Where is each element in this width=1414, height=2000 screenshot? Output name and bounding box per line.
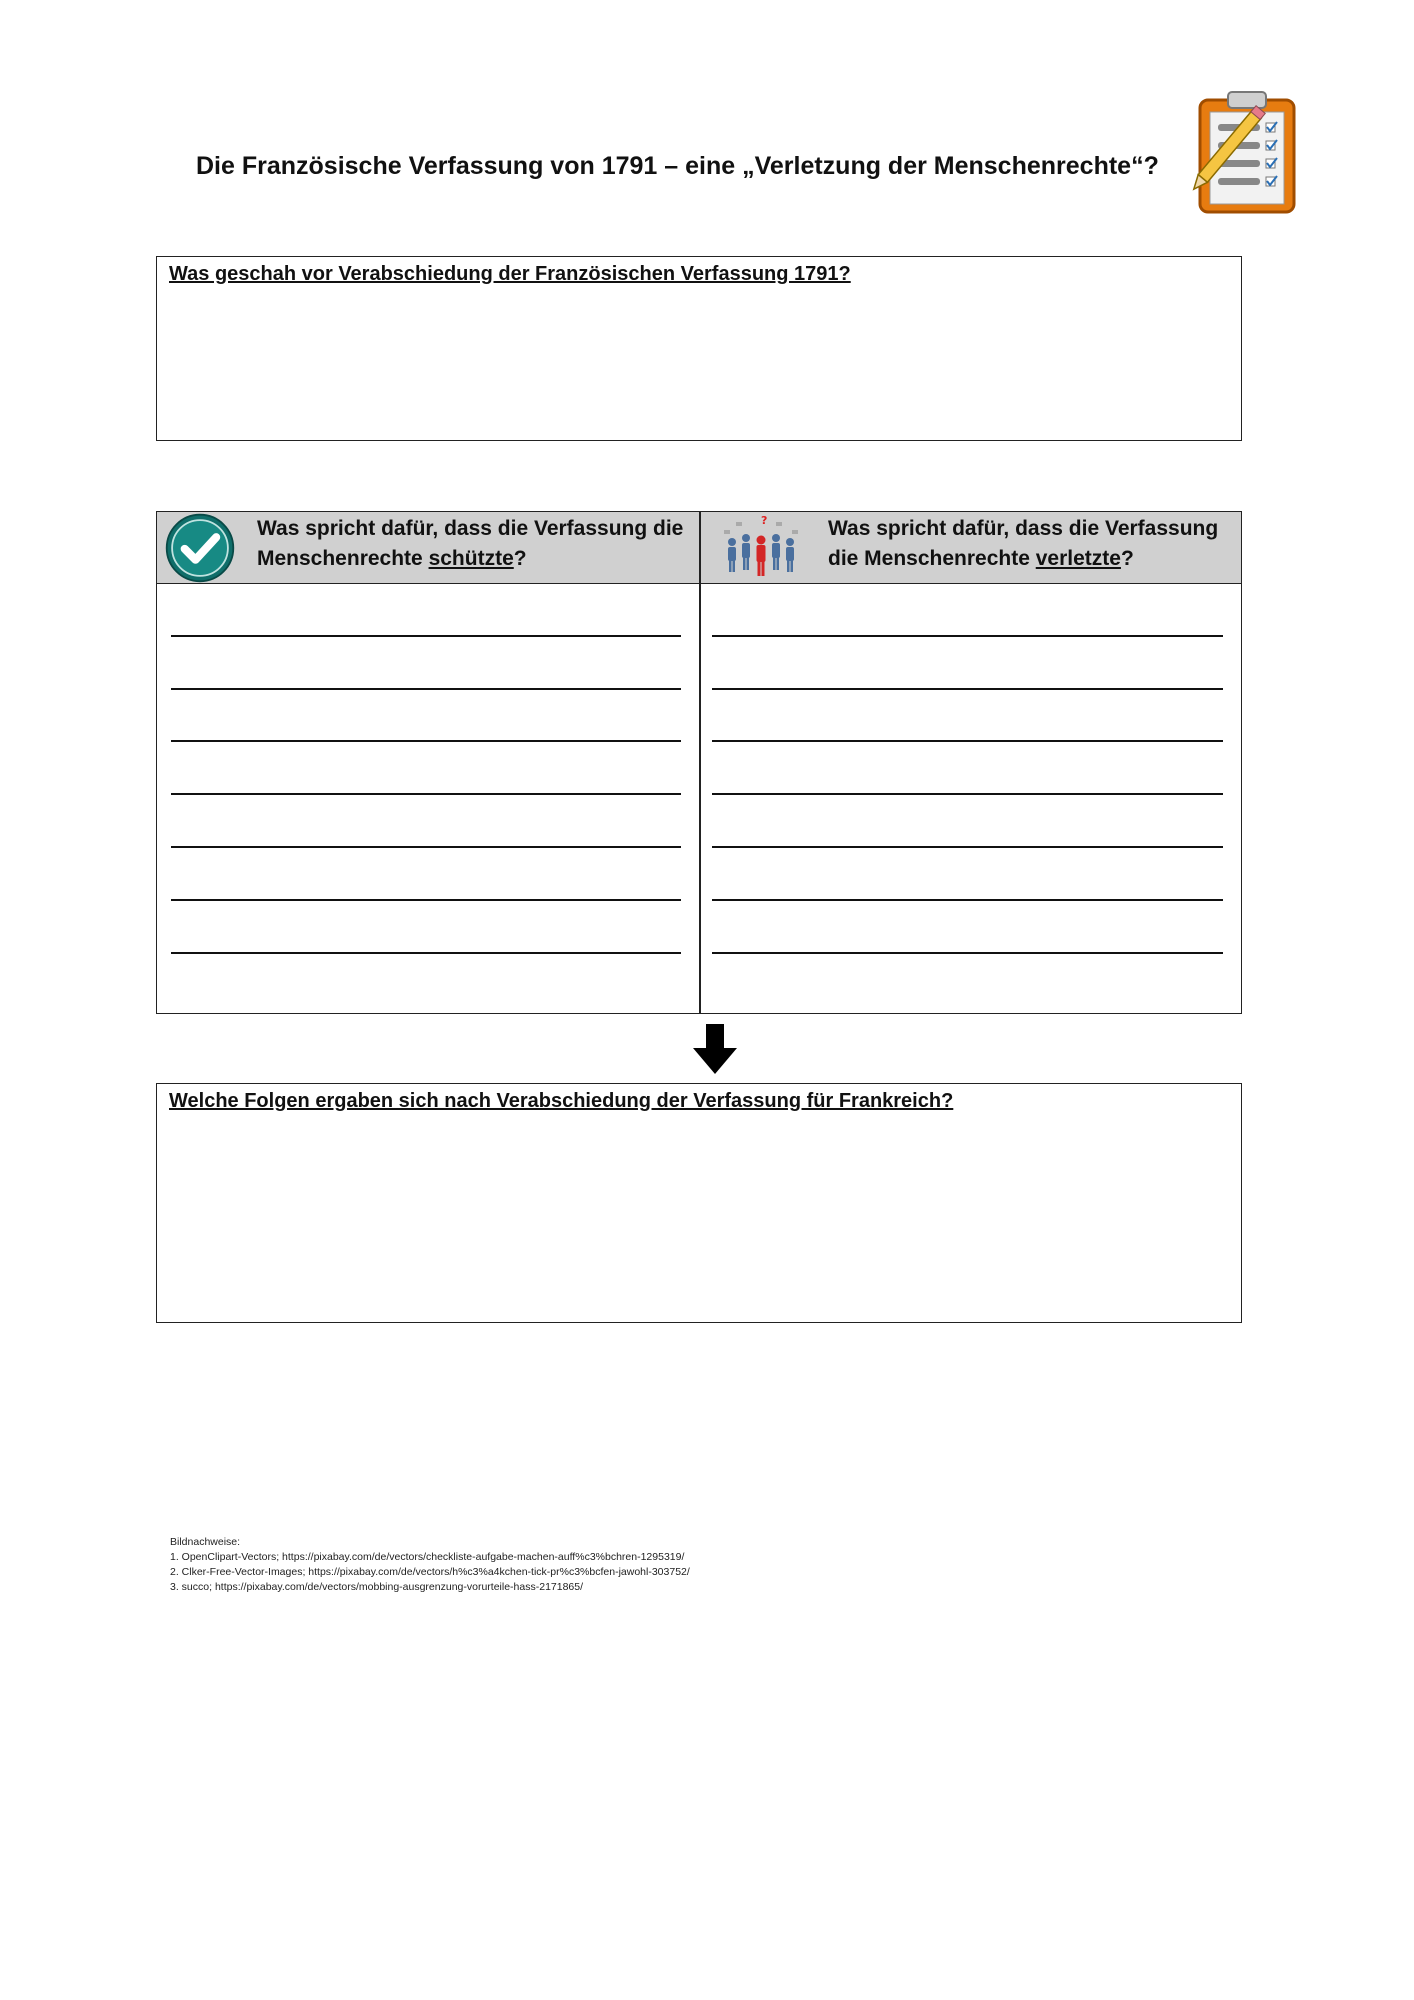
right-writing-line[interactable] [712,952,1223,954]
left-writing-line[interactable] [171,846,681,848]
right-writing-line[interactable] [712,899,1223,901]
left-writing-line[interactable] [171,793,681,795]
left-writing-line[interactable] [171,635,681,637]
left-writing-line[interactable] [171,952,681,954]
left-heading-text: Menschenrechte [257,547,429,570]
left-writing-line[interactable] [171,899,681,901]
left-heading-line2 [257,544,683,574]
column-divider [699,512,701,1013]
left-heading-line1: Was spricht dafür, dass die Verfassung die [257,517,684,540]
right-writing-line[interactable] [712,846,1223,848]
credits-heading: Bildnachweise: [170,1536,241,1548]
people-group-icon [720,514,810,580]
credit-item: 1. OpenClipart-Vectors; https://pixabay.com/de/vectors/checkliste-aufgabe-machen-auff%c3%bchren-1295319/ [170,1551,685,1563]
left-heading-emphasis: schützte [428,547,514,570]
arrow-down-icon [693,1024,737,1074]
right-writing-line[interactable] [712,688,1223,690]
left-writing-line[interactable] [171,688,681,690]
left-heading-suffix: ? [513,547,527,570]
right-heading-text: die Menschenrechte [828,547,1036,570]
right-heading-suffix: ? [1120,547,1134,570]
right-heading-line1: Was spricht dafür, dass die Verfassung [828,517,1219,540]
section-before-box[interactable] [156,256,1242,441]
section-consequences-question: Welche Folgen ergaben sich nach Verabschiedung der Verfassung für Frankreich? [169,1090,954,1112]
right-heading-emphasis: verletzte [1035,547,1121,570]
page-title: Die Französische Verfassung von 1791 – eine „Verletzung der Menschenrechte“? [196,152,1159,180]
right-heading-line2 [828,544,1218,574]
right-column-heading [828,514,1218,574]
clipboard-checklist-icon [1188,90,1304,218]
right-writing-line[interactable] [712,635,1223,637]
section-consequences-box[interactable] [156,1083,1242,1323]
section-before-question: Was geschah vor Verabschiedung der Französischen Verfassung 1791? [169,263,851,285]
image-credits [170,1535,690,1595]
left-column-heading [257,514,683,574]
comparison-table [156,511,1242,1014]
left-writing-line[interactable] [171,740,681,742]
credit-item: 3. succo; https://pixabay.com/de/vectors/mobbing-ausgrenzung-vorurteile-hass-2171865/ [170,1581,584,1593]
right-writing-line[interactable] [712,793,1223,795]
right-writing-line[interactable] [712,740,1223,742]
credit-item: 2. Clker-Free-Vector-Images; https://pixabay.com/de/vectors/h%c3%a4kchen-tick-pr%c3%bcfen-jawohl-303752/ [170,1566,690,1578]
svg-text:?: ? [761,514,768,527]
checkmark-icon [164,512,236,584]
